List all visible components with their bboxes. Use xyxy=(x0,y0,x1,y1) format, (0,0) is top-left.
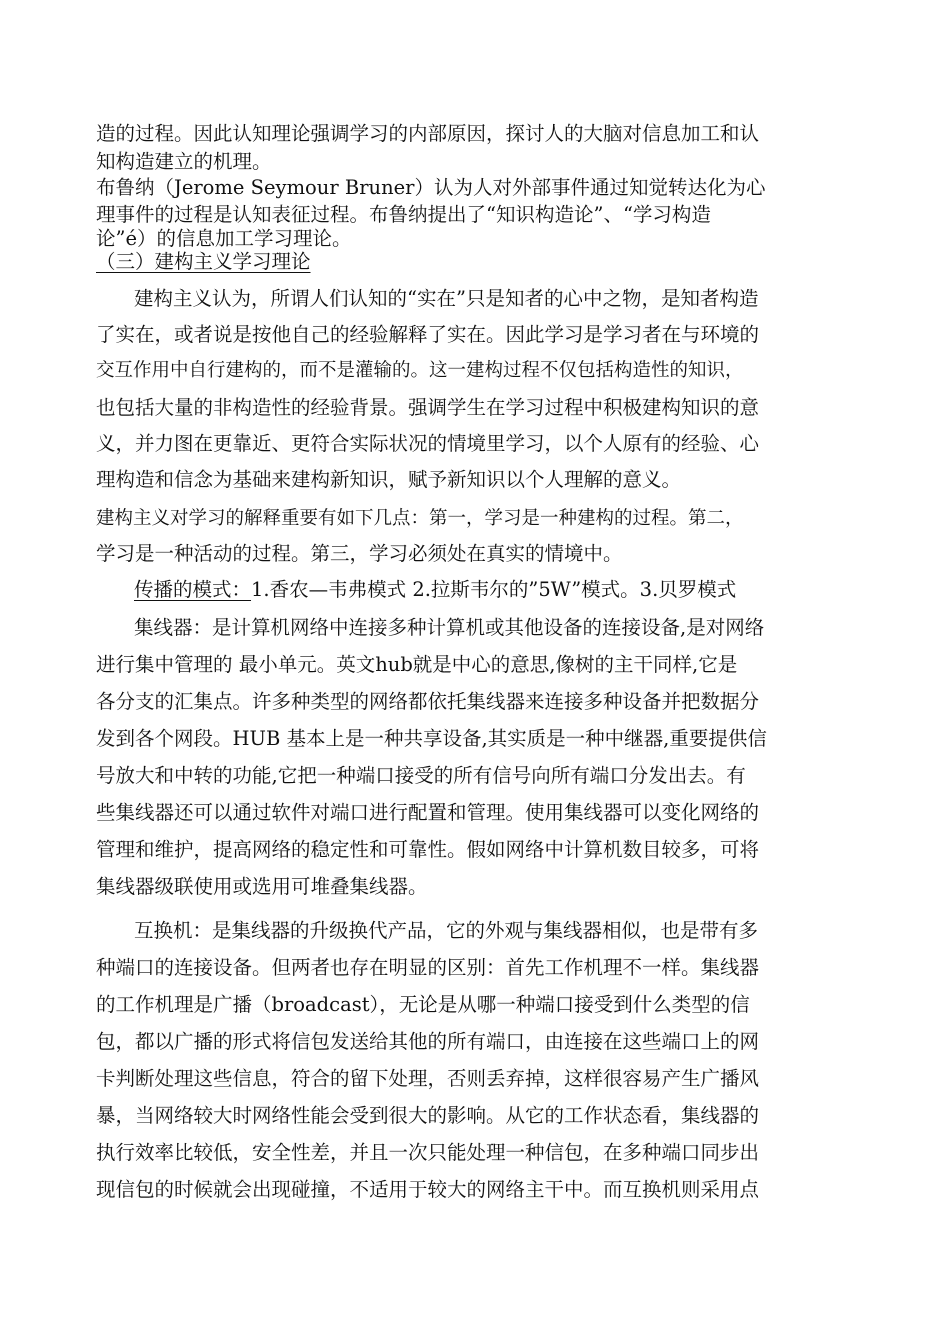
paragraph-line: 卡判断处理这些信息，符合的留下处理，否则丢弃掉，这样很容易产生广播风 xyxy=(96,1067,760,1090)
paragraph-line: 现信包的时候就会出现碰撞，不适用于较大的网络主干中。而互换机则采用点 xyxy=(96,1178,760,1201)
paragraph-line: 集线器级联使用或选用可堆叠集线器。 xyxy=(96,875,428,898)
paragraph-line: 交互作用中自行建构的，而不是灌输的。这一建构过程不仅包括构造性的知识， xyxy=(96,360,744,381)
text-line: 论”é）的信息加工学习理论。 xyxy=(96,227,352,250)
paragraph-line: 些集线器还可以通过软件对端口进行配置和管理。使用集线器可以变化网络的 xyxy=(96,801,760,824)
models-list: 1.香农—韦弗模式 2.拉斯韦尔的”5W”模式。3.贝罗模式 xyxy=(251,578,737,601)
text-line: 布鲁纳（Jerome Seymour Bruner）认为人对外部事件通过知觉转达化为心 xyxy=(96,176,766,199)
text-line: 造的过程。因此认知理论强调学习的内部原因，探讨人的大脑对信息加工和认 xyxy=(96,122,760,145)
text-line: 理事件的过程是认知表征过程。布鲁纳提出了“知识构造论”、“学习构造 xyxy=(96,203,711,226)
paragraph-line: 建构主义认为，所谓人们认知的“实在”只是知者的心中之物，是知者构造 xyxy=(134,287,759,310)
paragraph-line: 号放大和中转的功能,它把一种端口接受的所有信号向所有端口分发出去。有 xyxy=(96,764,746,787)
paragraph-line: 理构造和信念为基础来建构新知识，赋予新知识以个人理解的意义。 xyxy=(96,468,682,491)
paragraph-line: 互换机：是集线器的升级换代产品，它的外观与集线器相似，也是带有多 xyxy=(134,919,759,942)
paragraph-line: 暴，当网络较大时网络性能会受到很大的影响。从它的工作状态看，集线器的 xyxy=(96,1104,760,1127)
paragraph-line: 也包括大量的非构造性的经验背景。强调学生在学习过程中积极建构知识的意 xyxy=(96,396,760,419)
paragraph-line: 集线器：是计算机网络中连接多种计算机或其他设备的连接设备,是对网络 xyxy=(134,616,765,639)
paragraph-line: 建构主义对学习的解释重要有如下几点：第一，学习是一种建构的过程。第二， xyxy=(96,508,744,529)
paragraph-line: 了实在，或者说是按他自己的经验解释了实在。因此学习是学习者在与环境的 xyxy=(96,323,760,346)
paragraph-line: 包，都以广播的形式将信包发送给其他的所有端口，由连接在这些端口上的网 xyxy=(96,1030,760,1053)
section-heading: （三）建构主义学习理论 xyxy=(96,250,311,273)
paragraph-line: 执行效率比较低，安全性差，并且一次只能处理一种信包，在多种端口同步出 xyxy=(96,1141,760,1164)
paragraph-line: 进行集中管理的 最小单元。英文hub就是中心的意思,像树的主干同样,它是 xyxy=(96,653,738,676)
paragraph-line: 的工作机理是广播（broadcast），无论是从哪一种端口接受到什么类型的信 xyxy=(96,993,750,1016)
models-label: 传播的模式： xyxy=(134,578,252,601)
paragraph-line: 各分支的汇集点。许多种类型的网络都依托集线器来连接多种设备并把数据分 xyxy=(96,690,760,713)
paragraph-line: 管理和维护，提高网络的稳定性和可靠性。假如网络中计算机数目较多，可将 xyxy=(96,838,760,861)
paragraph-line: 学习是一种活动的过程。第三，学习必须处在真实的情境中。 xyxy=(96,542,623,565)
paragraph-line: 义，并力图在更靠近、更符合实际状况的情境里学习，以个人原有的经验、心 xyxy=(96,432,760,455)
models-line xyxy=(134,578,736,602)
text-line: 知构造建立的机理。 xyxy=(96,150,272,173)
paragraph-line: 发到各个网段。HUB 基本上是一种共享设备,其实质是一种中继器,重要提供信 xyxy=(96,727,767,750)
paragraph-line: 种端口的连接设备。但两者也存在明显的区别：首先工作机理不一样。集线器 xyxy=(96,956,760,979)
